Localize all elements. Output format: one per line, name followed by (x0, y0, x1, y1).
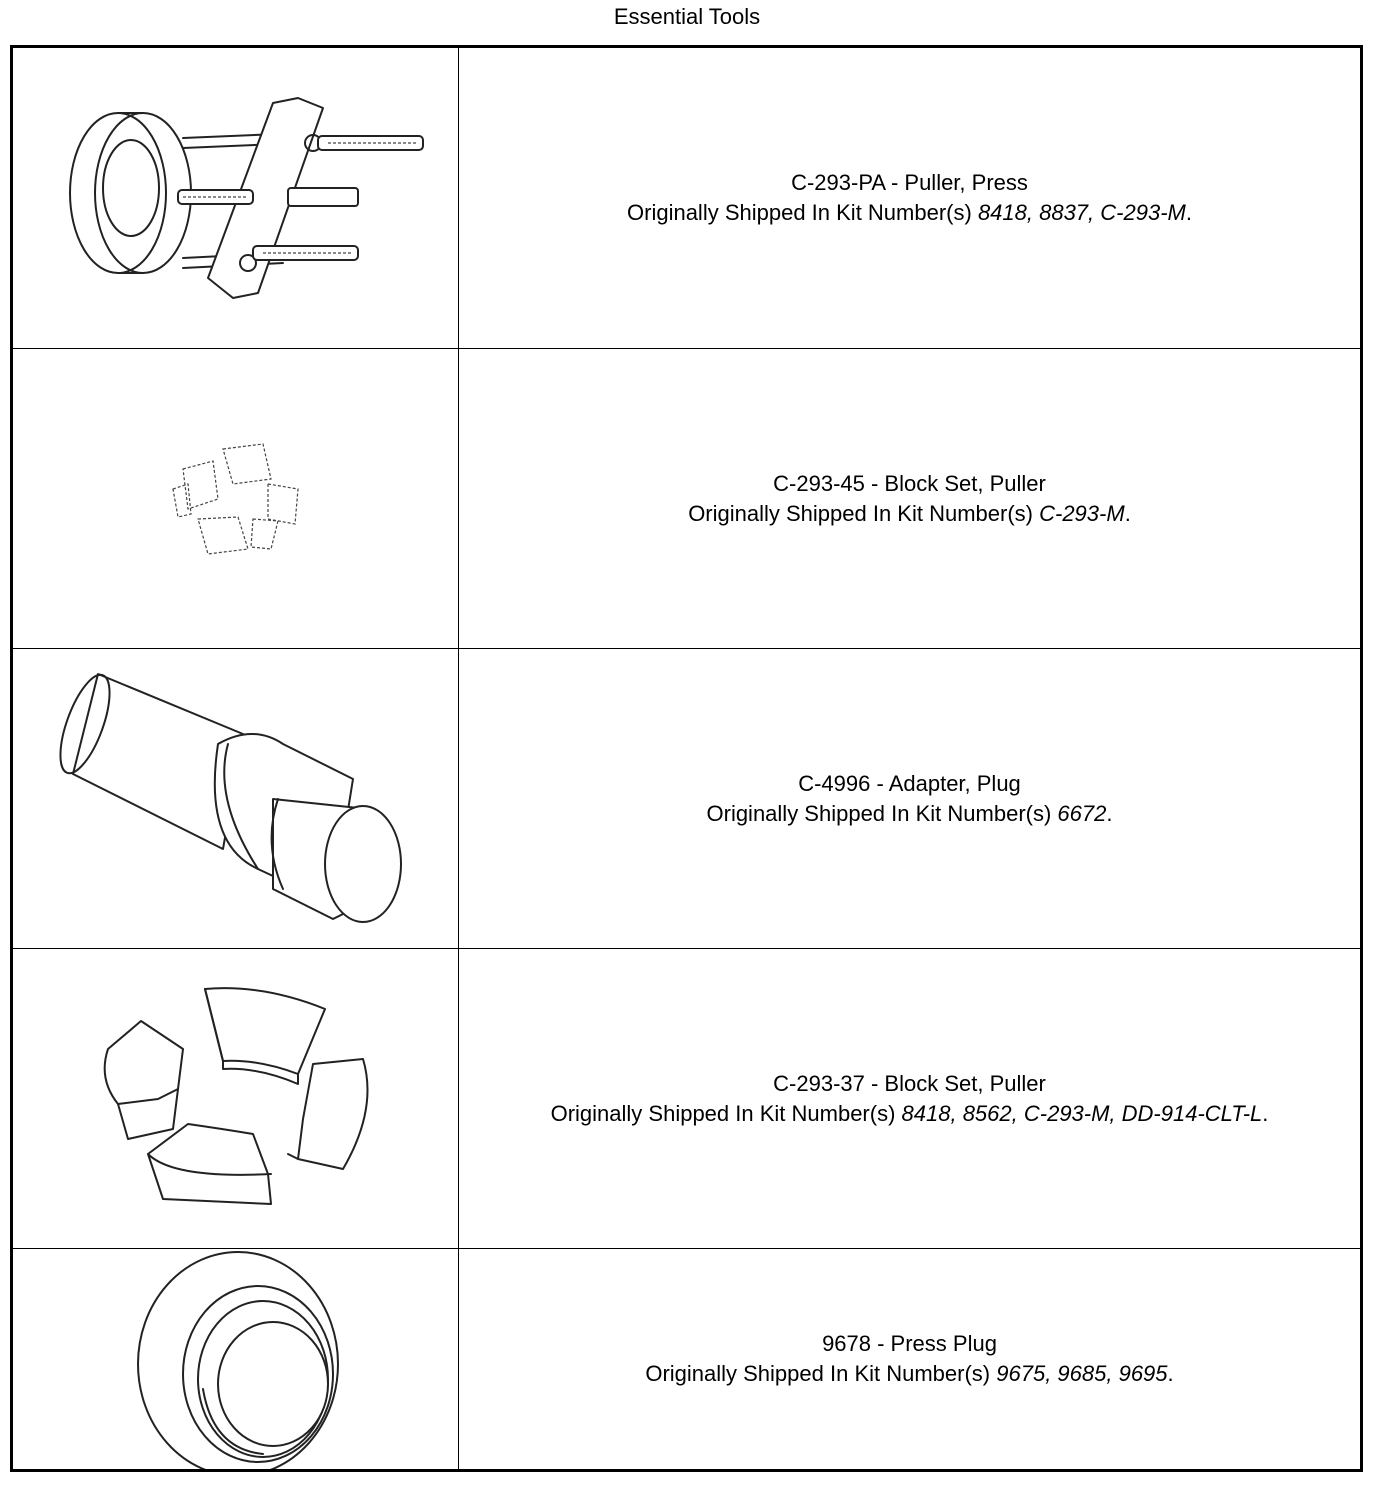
tool-row (13, 48, 1360, 348)
tool-image-cell (13, 649, 459, 948)
tool-row (13, 949, 1360, 1248)
kit-numbers: 8418, 8837, C-293-M (977, 200, 1186, 225)
tool-kits-line (707, 799, 1113, 829)
tools-table (10, 45, 1363, 1472)
plug-adapter-icon (13, 649, 459, 948)
tool-kits-line (551, 1099, 1269, 1129)
tool-row (13, 1249, 1360, 1469)
tool-image-cell (13, 349, 459, 648)
tool-description (459, 48, 1360, 348)
kit-prefix: Originally Shipped In Kit Number(s) (550, 1100, 902, 1126)
tool-kits-line (688, 499, 1131, 529)
block-set-large-icon (13, 949, 459, 1248)
tool-row (13, 349, 1360, 648)
kit-suffix: . (1262, 1100, 1269, 1126)
press-puller-icon (13, 48, 459, 348)
tool-description (459, 349, 1360, 648)
kit-numbers: 9675, 9685, 9695 (996, 1361, 1168, 1386)
page-title: Essential Tools (613, 4, 761, 29)
press-plug-icon (13, 1249, 459, 1469)
kit-suffix: . (1185, 200, 1192, 225)
tool-kits-line (627, 198, 1192, 228)
tool-description (459, 949, 1360, 1248)
tool-name: C-293-45 - Block Set, Puller (773, 470, 1046, 496)
tool-name: C-4996 - Adapter, Plug (798, 770, 1021, 796)
block-set-small-icon (13, 349, 459, 648)
kit-suffix: . (1167, 1361, 1174, 1386)
tool-name: C-293-PA - Puller, Press (791, 170, 1028, 195)
kit-prefix: Originally Shipped In Kit Number(s) (688, 500, 1040, 526)
kit-prefix: Originally Shipped In Kit Number(s) (645, 1361, 997, 1386)
tool-image-cell (13, 949, 459, 1248)
tool-kits-line (645, 1359, 1173, 1389)
kit-suffix: . (1106, 800, 1113, 826)
kit-prefix: Originally Shipped In Kit Number(s) (627, 200, 978, 225)
tool-row (13, 649, 1360, 948)
tool-description (459, 1249, 1360, 1469)
kit-numbers: 6672 (1057, 800, 1107, 826)
kit-numbers: C-293-M (1039, 500, 1125, 526)
kit-suffix: . (1124, 500, 1131, 526)
tool-name: 9678 - Press Plug (822, 1331, 997, 1356)
kit-numbers: 8418, 8562, C-293-M, DD-914-CLT-L (901, 1100, 1263, 1126)
tool-description (459, 649, 1360, 948)
kit-prefix: Originally Shipped In Kit Number(s) (706, 800, 1058, 826)
tool-name: C-293-37 - Block Set, Puller (773, 1070, 1046, 1096)
tool-image-cell (13, 48, 459, 348)
tool-image-cell (13, 1249, 459, 1469)
